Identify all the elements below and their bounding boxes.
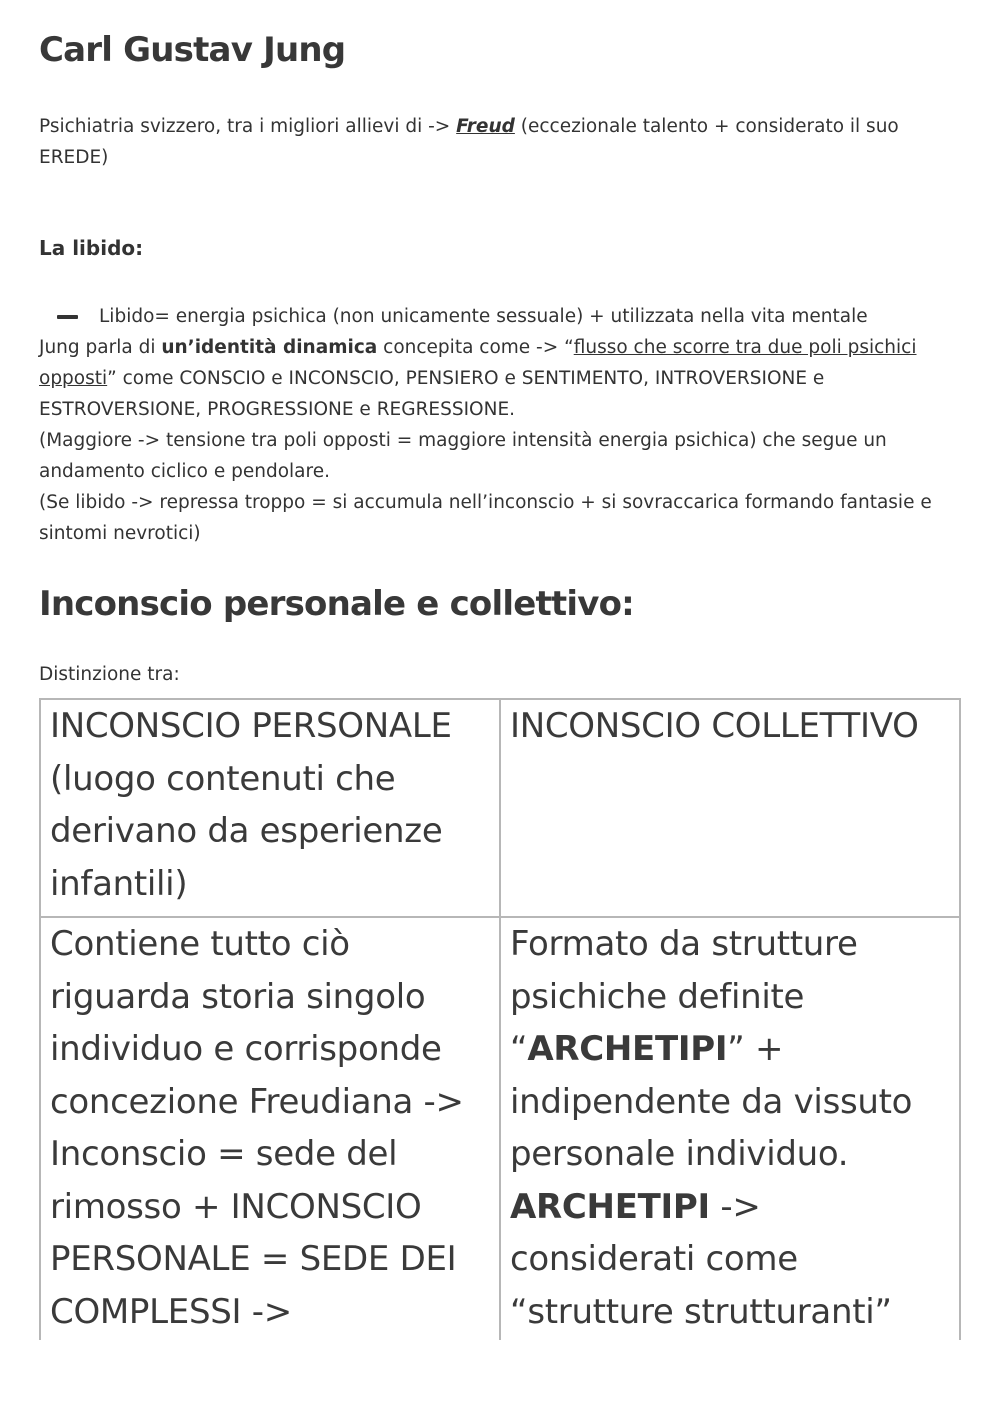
comparison-table	[39, 698, 961, 1340]
body-right-bold-1: ARCHETIPI	[527, 1029, 728, 1069]
libido-heading: La libido:	[39, 236, 144, 260]
libido-p1-underlined: flusso che scorre tra due poli psichici opposti	[39, 337, 917, 389]
table-row	[40, 917, 960, 1340]
libido-paragraph-3: (Se libido -> repressa troppo = si accumula nell’inconscio + si sovraccarica formando fantasie e sintomi nevrotici)	[39, 492, 932, 544]
intro-text-before: Psichiatria svizzero, tra i migliori allievi di ->	[39, 116, 457, 137]
libido-p1-bold: un’identità dinamica	[161, 337, 378, 358]
libido-bullet	[39, 301, 961, 332]
table-cell-body-left: Contiene tutto ciò riguarda storia singolo individuo e corrisponde concezione Freudiana -> Inconscio = sede del rimosso + INCONSCIO PERSONALE = SEDE DEI COMPLESSI ->	[40, 917, 500, 1340]
body-right-text-2: ” + indipendente da vissuto personale individuo.	[510, 1029, 913, 1174]
freud-link[interactable]: Freud	[456, 116, 515, 137]
intro-text-after: (eccezionale talento + considerato il suo EREDE)	[39, 116, 899, 168]
table-cell-body-right	[500, 917, 960, 1340]
libido-bullet-text: Libido= energia psichica (non unicamente sessuale) + utilizzata nella vita mentale	[99, 306, 868, 327]
libido-p1-text: Jung parla di	[39, 337, 162, 358]
libido-p1-text-3: ” come CONSCIO e INCONSCIO, PENSIERO e SENTIMENTO, INTROVERSIONE e ESTROVERSIONE, PROGRESSIONE e REGRESSIONE.	[39, 368, 825, 420]
intro-paragraph	[39, 111, 961, 173]
table-cell-header-left: INCONSCIO PERSONALE (luogo contenuti che derivano da esperienze infantili)	[40, 700, 500, 917]
page-title: Carl Gustav Jung	[39, 30, 346, 70]
table-row	[40, 700, 960, 917]
libido-section	[39, 301, 961, 549]
body-right-bold-2: ARCHETIPI	[510, 1186, 710, 1227]
body-right-text-3: -> considerati come “strutture strutturanti”	[510, 1186, 892, 1332]
body-right-text-1: Formato da strutture psichiche definite “	[510, 924, 858, 1069]
libido-p1-text-2: concepita come -> “	[377, 337, 574, 358]
dash-bullet-icon	[57, 315, 78, 319]
section-heading-inconscio: Inconscio personale e collettivo:	[39, 584, 634, 624]
libido-paragraph-2: (Maggiore -> tensione tra poli opposti = maggiore intensità energia psichica) che segue un andamento ciclico e pendolare.	[39, 430, 887, 482]
libido-paragraph-1	[39, 332, 961, 425]
distinction-label: Distinzione tra:	[39, 664, 180, 685]
table-cell-header-right: INCONSCIO COLLETTIVO	[500, 700, 960, 917]
